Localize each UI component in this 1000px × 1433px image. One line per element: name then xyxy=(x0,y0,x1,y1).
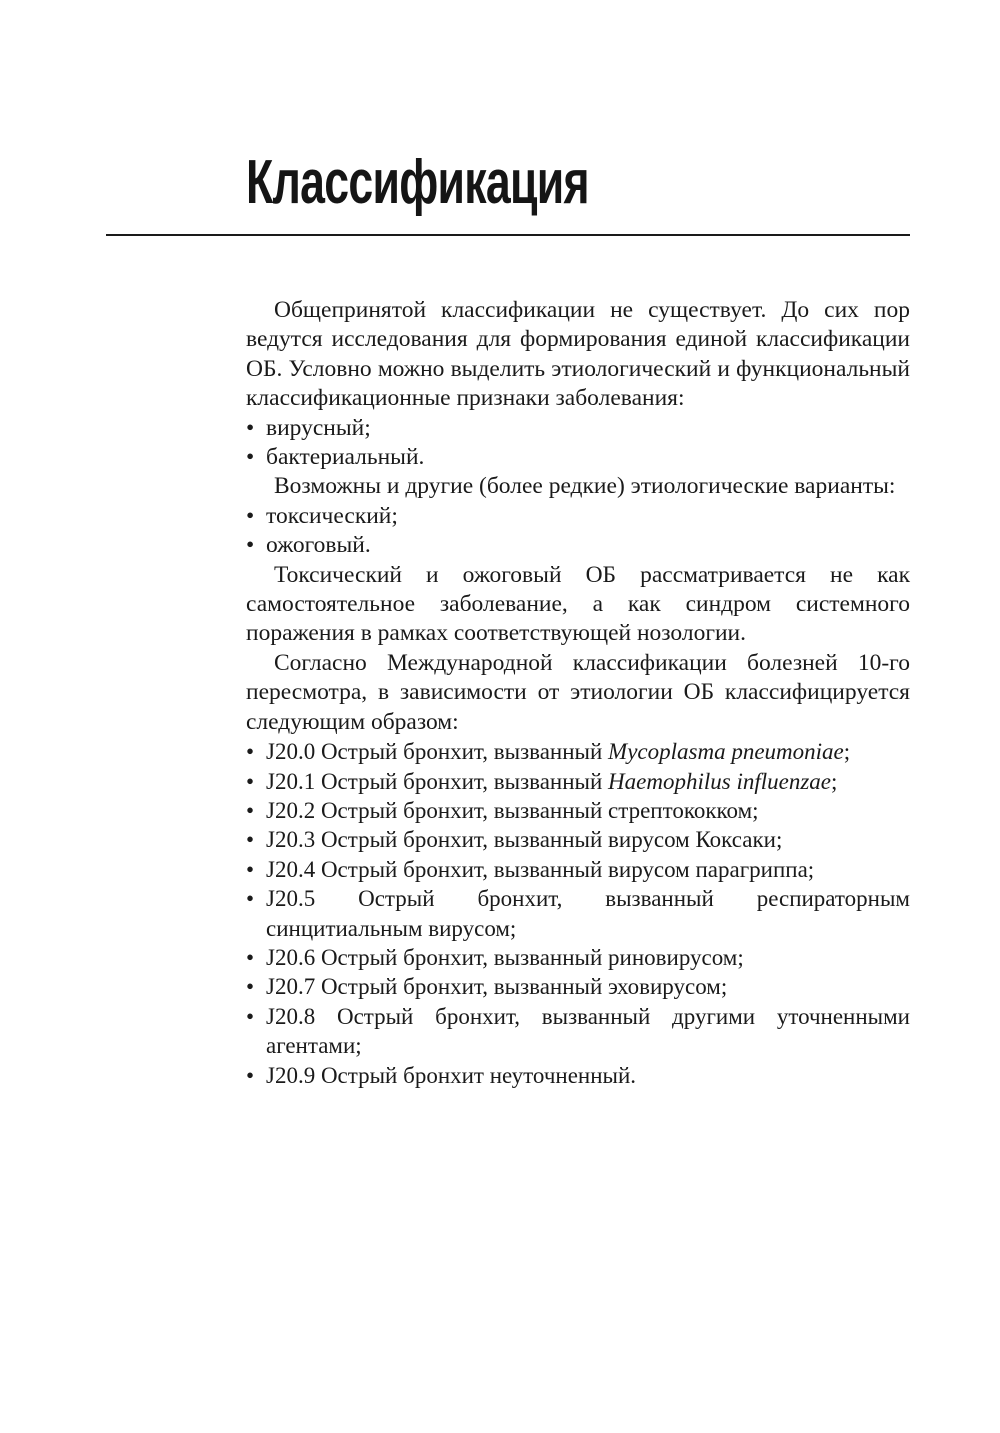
paragraph-icd: Согласно Международной классификации болезней 10-го пересмотра, в зависимости от этиологии ОБ классифицируется следующим образом: xyxy=(246,649,910,735)
list-item-text: ожоговый. xyxy=(266,532,371,559)
icd-code-item xyxy=(246,943,910,972)
icd-code-item xyxy=(246,796,910,825)
icd-code-item xyxy=(246,1061,910,1090)
icd-code-text: J20.9 Острый бронхит неуточненный. xyxy=(266,1062,637,1088)
bullet-icon: • xyxy=(246,856,255,882)
icd-code-item xyxy=(246,767,910,796)
icd-code-list xyxy=(246,737,910,1090)
icd-code-text: J20.1 Острый бронхит, вызванный xyxy=(266,768,609,794)
icd-code-text: J20.4 Острый бронхит, вызванный вирусом парагриппа; xyxy=(266,856,815,882)
bullet-icon: • xyxy=(246,768,255,794)
bullet-icon: • xyxy=(246,414,255,441)
list-item xyxy=(246,443,910,472)
icd-code-item xyxy=(246,825,910,854)
paragraph-toxic: Токсический и ожоговый ОБ рассматривается не как самостоятельное заболевание, а как синдром системного поражения в рамках соответствующей нозологии. xyxy=(246,561,910,647)
list-item-text: токсический; xyxy=(266,502,398,529)
rare-etiology-list xyxy=(246,502,910,561)
icd-code-item xyxy=(246,737,910,766)
body-text xyxy=(246,296,910,1090)
icd-code-end: ; xyxy=(831,768,838,794)
bullet-icon: • xyxy=(246,444,255,471)
paragraph-other-variants: Возможны и другие (более редкие) этиологические варианты: xyxy=(274,473,896,500)
etiology-list xyxy=(246,414,910,473)
icd-code-item xyxy=(246,972,910,1001)
pathogen-name: Mycoplasma pneumoniae xyxy=(608,739,844,765)
bullet-icon: • xyxy=(246,1003,255,1029)
bullet-icon: • xyxy=(246,797,255,823)
paragraph-intro: Общепринятой классификации не существует. До сих пор ведутся исследования для формирования единой классификации ОБ. Условно можно выделить этиологический и функциональный классификационные признаки заболевания: xyxy=(246,297,910,412)
list-item xyxy=(246,531,910,560)
icd-code-text: J20.6 Острый бронхит, вызванный риновирусом; xyxy=(266,944,744,970)
bullet-icon: • xyxy=(246,532,255,559)
bullet-icon: • xyxy=(246,944,255,970)
title-divider xyxy=(106,234,910,236)
icd-code-text: J20.3 Острый бронхит, вызванный вирусом Коксаки; xyxy=(266,827,783,853)
list-item-text: вирусный; xyxy=(266,414,371,441)
bullet-icon: • xyxy=(246,739,255,765)
icd-code-text: J20.8 Острый бронхит, вызванный другими уточненными агентами; xyxy=(266,1003,910,1059)
icd-code-text: J20.5 Острый бронхит, вызванный респираторным синцитиальным вирусом; xyxy=(266,886,910,941)
bullet-icon: • xyxy=(246,886,255,912)
icd-code-item xyxy=(246,1002,910,1061)
bullet-icon: • xyxy=(246,827,255,853)
page-title: Классификация xyxy=(246,148,589,217)
bullet-icon: • xyxy=(246,1062,255,1088)
icd-code-item xyxy=(246,855,910,884)
icd-code-item xyxy=(246,884,910,943)
icd-code-end: ; xyxy=(843,739,851,765)
bullet-icon: • xyxy=(246,502,255,529)
bullet-icon: • xyxy=(246,974,255,1000)
icd-code-text: J20.0 Острый бронхит, вызванный xyxy=(266,739,609,765)
icd-code-text: J20.7 Острый бронхит, вызванный эховирусом; xyxy=(266,974,728,1000)
icd-code-text: J20.2 Острый бронхит, вызванный стрептококком; xyxy=(266,797,759,823)
list-item xyxy=(246,502,910,531)
list-item-text: бактериальный. xyxy=(266,444,425,471)
pathogen-name: Haemophilus influenzae xyxy=(608,768,831,794)
list-item xyxy=(246,414,910,443)
